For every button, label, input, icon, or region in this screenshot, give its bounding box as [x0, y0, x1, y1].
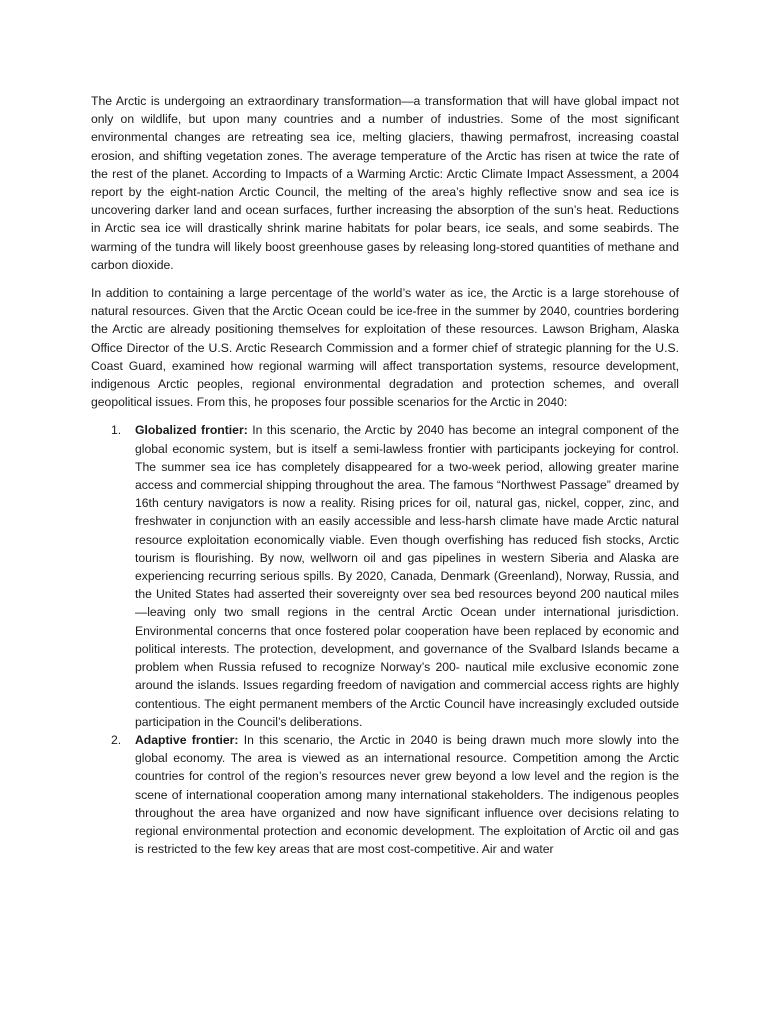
- paragraph-resources: In addition to containing a large percentage of the world’s water as ice, the Arctic is a large storehouse of natural resources. Given that the Arctic Ocean could be ice-free in the summer by 2040, countries bordering the Arctic are already positioning themselves for exploitation of these resources. Lawson Brigham, Alaska Office Director of the U.S. Arctic Research Commission and a former chief of strategic planning for the U.S. Coast Guard, examined how regional warming will affect transportation systems, resource development, indigenous Arctic peoples, regional environmental degradation and protection schemes, and overall geopolitical issues. From this, he proposes four possible scenarios for the Arctic in 2040:: [91, 286, 679, 410]
- list-item-text: In this scenario, the Arctic in 2040 is being drawn much more slowly into the global economy. The area is viewed as an international resource. Competition among the Arctic countries for control of the region’s resources never grew beyond a low level and the region is the scene of international cooperation among many international stakeholders. The indigenous peoples throughout the area have organized and now have significant influence over decisions relating to regional environmental protection and economic development. The exploitation of Arctic oil and gas is restricted to the few key areas that are most cost-competitive. Air and water: [135, 732, 679, 857]
- list-item-number: 1.: [111, 423, 122, 438]
- scenario-list: [91, 421, 679, 858]
- document-page: [91, 92, 679, 858]
- list-item-number: 2.: [111, 732, 122, 747]
- list-item: [91, 731, 679, 858]
- paragraph-intro: The Arctic is undergoing an extraordinary transformation—a transformation that will have global impact not only on wildlife, but upon many countries and a number of industries. Some of the most significant environmental changes are retreating sea ice, melting glaciers, thawing permafrost, increasing coastal erosion, and shifting vegetation zones. The average temperature of the Arctic has risen at twice the rate of the rest of the planet. According to Impacts of a Warming Arctic: Arctic Climate Impact Assessment, a 2004 report by the eight-nation Arctic Council, the melting of the area’s highly reflective snow and sea ice is uncovering darker land and ocean surfaces, further increasing the absorption of the sun’s heat. Reductions in Arctic sea ice will drastically shrink marine habitats for polar bears, ice seals, and some seabirds. The warming of the tundra will likely boost greenhouse gases by releasing long-stored quantities of methane and carbon dioxide.: [91, 94, 679, 272]
- list-item-text: In this scenario, the Arctic by 2040 has become an integral component of the global economic system, but is itself a semi-lawless frontier with participants jockeying for control. The summer sea ice has completely disappeared for a two-week period, allowing greater marine access and commercial shipping throughout the area. The famous “Northwest Passage” dreamed by 16th century navigators is now a reality. Rising prices for oil, natural gas, nickel, copper, zinc, and freshwater in conjunction with an easily accessible and less-harsh climate have made Arctic natural resource exploitation economically viable. Even though overfishing has reduced fish stocks, Arctic tourism is flourishing. By now, wellworn oil and gas pipelines in western Siberia and Alaska are experiencing recurring serious spills. By 2020, Canada, Denmark (Greenland), Norway, Russia, and the United States had asserted their sovereignty over sea bed resources beyond 200 nautical miles—leaving only two small regions in the central Arctic Ocean under international jurisdiction. Environmental concerns that once fostered polar cooperation have been replaced by economic and political interests. The protection, development, and governance of the Svalbard Islands became a problem when Russia refused to recognize Norway’s 200- nautical mile exclusive economic zone around the islands. Issues regarding freedom of navigation and commercial access rights are highly contentious. The eight permanent members of the Arctic Council have increasingly excluded outside participation in the Council’s deliberations.: [135, 423, 679, 729]
- list-item: [91, 421, 679, 730]
- list-item-title: Globalized frontier:: [135, 423, 248, 438]
- list-item-title: Adaptive frontier:: [135, 732, 239, 747]
